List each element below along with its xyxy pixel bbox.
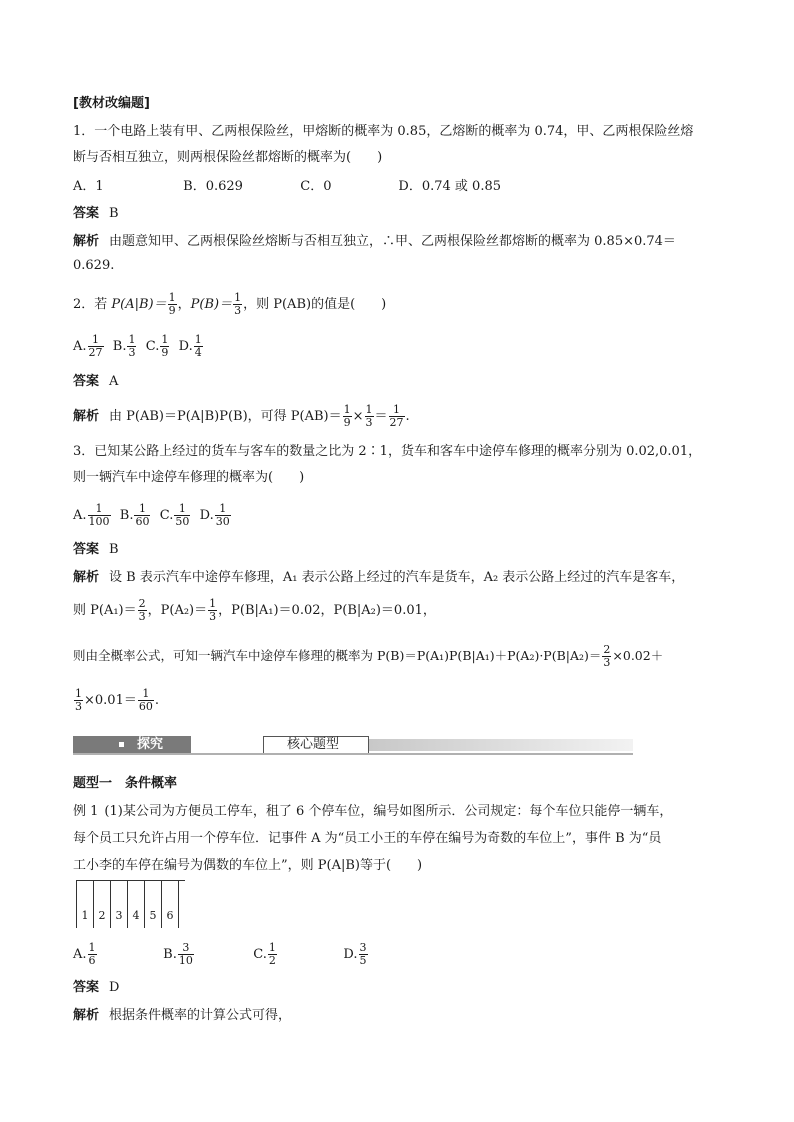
example-label: 例 1 — [73, 804, 99, 819]
example-1-line-1: 例 1 (1)某公司为方便员工停车，租了 6 个停车位，编号如图所示．公司规定：每个车位只能停一辆车， — [73, 804, 673, 819]
analysis-text: 由题意知甲、乙两根保险丝熔断与否相互独立，∴甲、乙两根保险丝都熔断的概率为 0.85×0.74＝ — [109, 234, 676, 249]
question-1-line-1: 1．一个电路上装有甲、乙两根保险丝，甲熔断的概率为 0.85，乙熔断的概率为 0.74，甲、乙两根保险丝熔 — [73, 124, 694, 139]
question-3-analysis-line-2: 则 P(A₁)＝ $\frac{2}{3}$ ，P(A₂)＝ $\frac{1}{3}$ ，P(B|A₁)＝0.02，P(B|A₂)＝0.01， — [73, 597, 436, 623]
banner-right-label: 核心题型 — [287, 737, 340, 752]
parking-spot: 6 — [161, 880, 179, 928]
question-3-line-2: 则一辆汽车中途停车修理的概率为( ) — [73, 470, 305, 485]
answer-value: A — [109, 374, 119, 389]
ex1-option-b: B. $\frac{3}{10}$ — [163, 941, 193, 967]
ex1-option-a: A. $\frac{1}{6}$ — [73, 941, 96, 967]
banner-left-label: 探究 — [137, 737, 164, 752]
example-1-analysis — [73, 1004, 721, 1028]
q2-option-c: C. $\frac{1}{9}$ — [145, 333, 169, 359]
answer-value: B — [109, 206, 119, 221]
example-1-answer — [73, 976, 721, 1000]
question-1-line-2: 断与否相互独立，则两根保险丝都熔断的概率为( ) — [73, 150, 383, 165]
question-1-analysis-cont: 0.629. — [73, 258, 115, 273]
q2-option-a: A. $\frac{1}{27}$ — [73, 333, 103, 359]
q2-prefix: 2．若 — [73, 297, 108, 312]
q3-option-b: B. $\frac{1}{60}$ — [119, 502, 150, 528]
parking-spot: 5 — [144, 880, 161, 928]
q2-option-b: B. $\frac{1}{3}$ — [112, 333, 136, 359]
question-3-answer — [73, 538, 721, 562]
answer-label: 答案 — [73, 980, 100, 995]
q3-option-a: A. $\frac{1}{100}$ — [73, 502, 110, 528]
question-2-options — [73, 334, 721, 359]
answer-value: B — [109, 542, 119, 557]
section-header: [教材改编题] — [73, 96, 150, 111]
analysis-label: 解析 — [73, 409, 100, 424]
parking-spot: 1 — [76, 880, 93, 928]
analysis-text: 根据条件概率的计算公式可得， — [109, 1008, 292, 1023]
question-1-options — [73, 175, 721, 199]
parking-spot: 4 — [127, 880, 144, 928]
q2-sep: ， — [177, 297, 191, 312]
answer-value: D — [109, 980, 120, 995]
example-1-options — [73, 942, 721, 967]
parking-spot: 2 — [93, 880, 110, 928]
question-1-analysis — [73, 230, 721, 254]
question-3-analysis-line-3: 则由全概率公式，可知一辆汽车中途停车修理的概率为 P(B)＝P(A₁)P(B|A₁)＋P(A₂)·P(B|A₂)＝ $\frac{2}{3}$ ×0.02＋ — [73, 643, 664, 669]
question-2-answer — [73, 370, 721, 394]
question-1-answer — [73, 202, 721, 226]
analysis-label: 解析 — [73, 1008, 100, 1023]
answer-label: 答案 — [73, 374, 100, 389]
question-3-analysis — [73, 566, 721, 590]
answer-label: 答案 — [73, 542, 100, 557]
section-banner — [73, 736, 633, 754]
example-1-line-3: 工小李的车停在编号为偶数的车位上”，则 P(A|B)等于( ) — [73, 858, 423, 873]
q2-suffix: ，则 P(AB)的值是( ) — [243, 297, 387, 312]
q1-option-b: B．0.629 — [183, 179, 243, 194]
analysis-text: 设 B 表示汽车中途停车修理，A₁ 表示公路上经过的汽车是货车，A₂ 表示公路上经过的汽车是客车， — [109, 570, 685, 585]
analysis-text: 由 P(AB)＝P(A|B)P(B)，可得 P(AB)＝ — [109, 409, 342, 424]
ex1-option-c: C. $\frac{1}{2}$ — [253, 941, 276, 967]
analysis-label: 解析 — [73, 234, 100, 249]
example-1-line-2: 每个员工只允许占用一个停车位．记事件 A 为“员工小王的车停在编号为奇数的车位上”，事件 B 为“员 — [73, 831, 662, 846]
q2-pb: P(B)＝ — [190, 297, 233, 312]
type-1-title: 题型一 条件概率 — [73, 776, 178, 791]
question-2-stem — [73, 292, 721, 317]
q3-option-d: D. $\frac{1}{30}$ — [199, 502, 230, 528]
q2-option-d: D. $\frac{1}{4}$ — [178, 333, 202, 359]
q1-option-a: A．1 — [73, 179, 104, 194]
question-2-analysis: 解析 由 P(AB)＝P(A|B)P(B)，可得 P(AB)＝ $\frac{1}{9}$ × $\frac{1}{3}$ ＝ $\frac{1}{27}$ . — [73, 403, 410, 429]
q1-option-c: C．0 — [300, 179, 332, 194]
question-3-line-1: 3．已知某公路上经过的货车与客车的数量之比为 2∶1，货车和客车中途停车修理的概率分别为 0.02,0.01， — [73, 444, 702, 459]
square-bullet-icon — [119, 742, 124, 747]
ex1-option-d: D. $\frac{3}{5}$ — [343, 941, 367, 967]
question-3-analysis-line-4: $\frac{1}{3}$ ×0.01＝ $\frac{1}{60}$ . — [75, 687, 159, 713]
fraction: $\frac{1}{3}$ — [234, 291, 242, 317]
answer-label: 答案 — [73, 206, 100, 221]
q1-option-d: D．0.74 或 0.85 — [398, 179, 502, 194]
fraction: $\frac{1}{9}$ — [168, 291, 176, 317]
q3-option-c: C. $\frac{1}{50}$ — [159, 502, 190, 528]
parking-spot: 3 — [110, 880, 127, 928]
analysis-label: 解析 — [73, 570, 100, 585]
question-3-options — [73, 503, 721, 528]
q2-pab: P(A|B)＝ — [111, 297, 167, 312]
